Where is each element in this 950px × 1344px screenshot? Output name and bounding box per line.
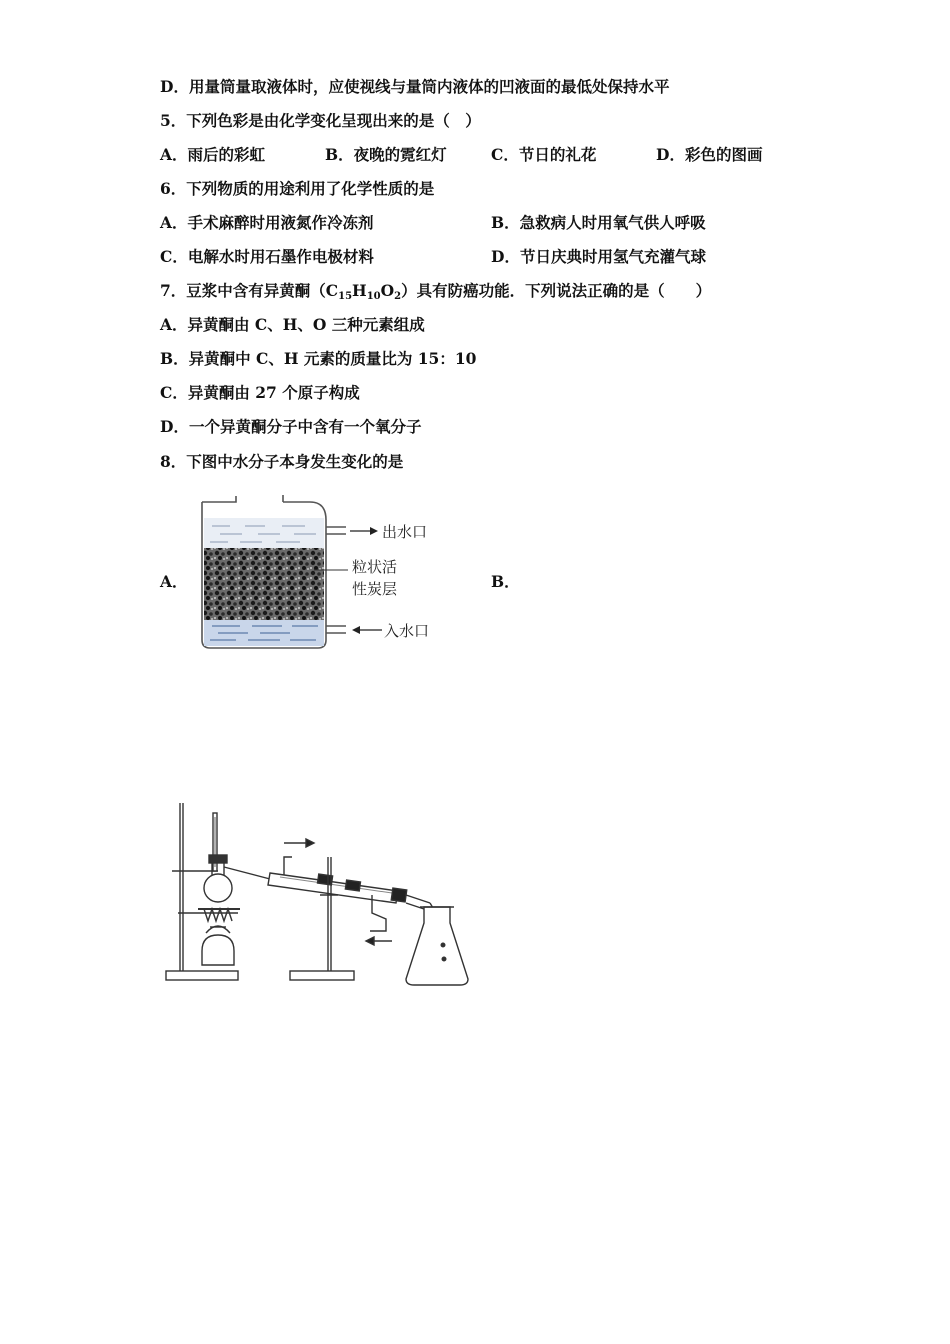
q6-option-b: B．急救病人时用氧气供人呼吸: [491, 213, 706, 232]
q4-option-d: D．用量筒量取液体时，应使视线与量筒内液体的凹液面的最低处保持水平: [160, 77, 670, 96]
outlet-label: 出水口: [382, 523, 428, 541]
q7-option-c: C．异黄酮由 27 个原子构成: [160, 383, 360, 402]
q8-option-b-label: B．: [491, 572, 520, 591]
q5-option-a: A．雨后的彩虹: [160, 145, 266, 164]
q6-stem: 6．下列物质的用途利用了化学性质的是: [160, 179, 435, 198]
q8-option-a-label: A．: [160, 572, 188, 591]
q7-option-b: B．异黄酮中 C、H 元素的质量比为 15：10: [160, 349, 477, 368]
q8-stem: 8．下图中水分子本身发生变化的是: [160, 452, 404, 471]
distillation-apparatus-diagram: [160, 795, 480, 995]
q6-option-c: C．电解水时用石墨作电极材料: [160, 247, 374, 266]
inlet-label: 入水口: [384, 622, 430, 640]
q7-option-d: D．一个异黄酮分子中含有一个氧分子: [160, 417, 422, 436]
q5-option-b: B．夜晚的霓红灯: [325, 145, 447, 164]
q6-option-a: A．手术麻醉时用液氮作冷冻剂: [160, 213, 374, 232]
q7-option-a: A．异黄酮由 C、H、O 三种元素组成: [160, 315, 425, 334]
carbon-label-1: 粒状活: [352, 558, 398, 576]
q5-stem: 5．下列色彩是由化学变化呈现出来的是（ ）: [160, 111, 481, 130]
q7-stem: 7．豆浆中含有异黄酮$(C_{15}H_{10}O_2)$具有防癌功能．下列说法正确的是（ ）: [160, 281, 712, 302]
q5-option-d: D．彩色的图画: [656, 145, 763, 164]
carbon-label-2: 性炭层: [352, 580, 398, 598]
carbon-filter-diagram: [190, 490, 450, 660]
q5-option-c: C．节日的礼花: [491, 145, 597, 164]
q6-option-d: D．节日庆典时用氢气充灌气球: [491, 247, 706, 266]
